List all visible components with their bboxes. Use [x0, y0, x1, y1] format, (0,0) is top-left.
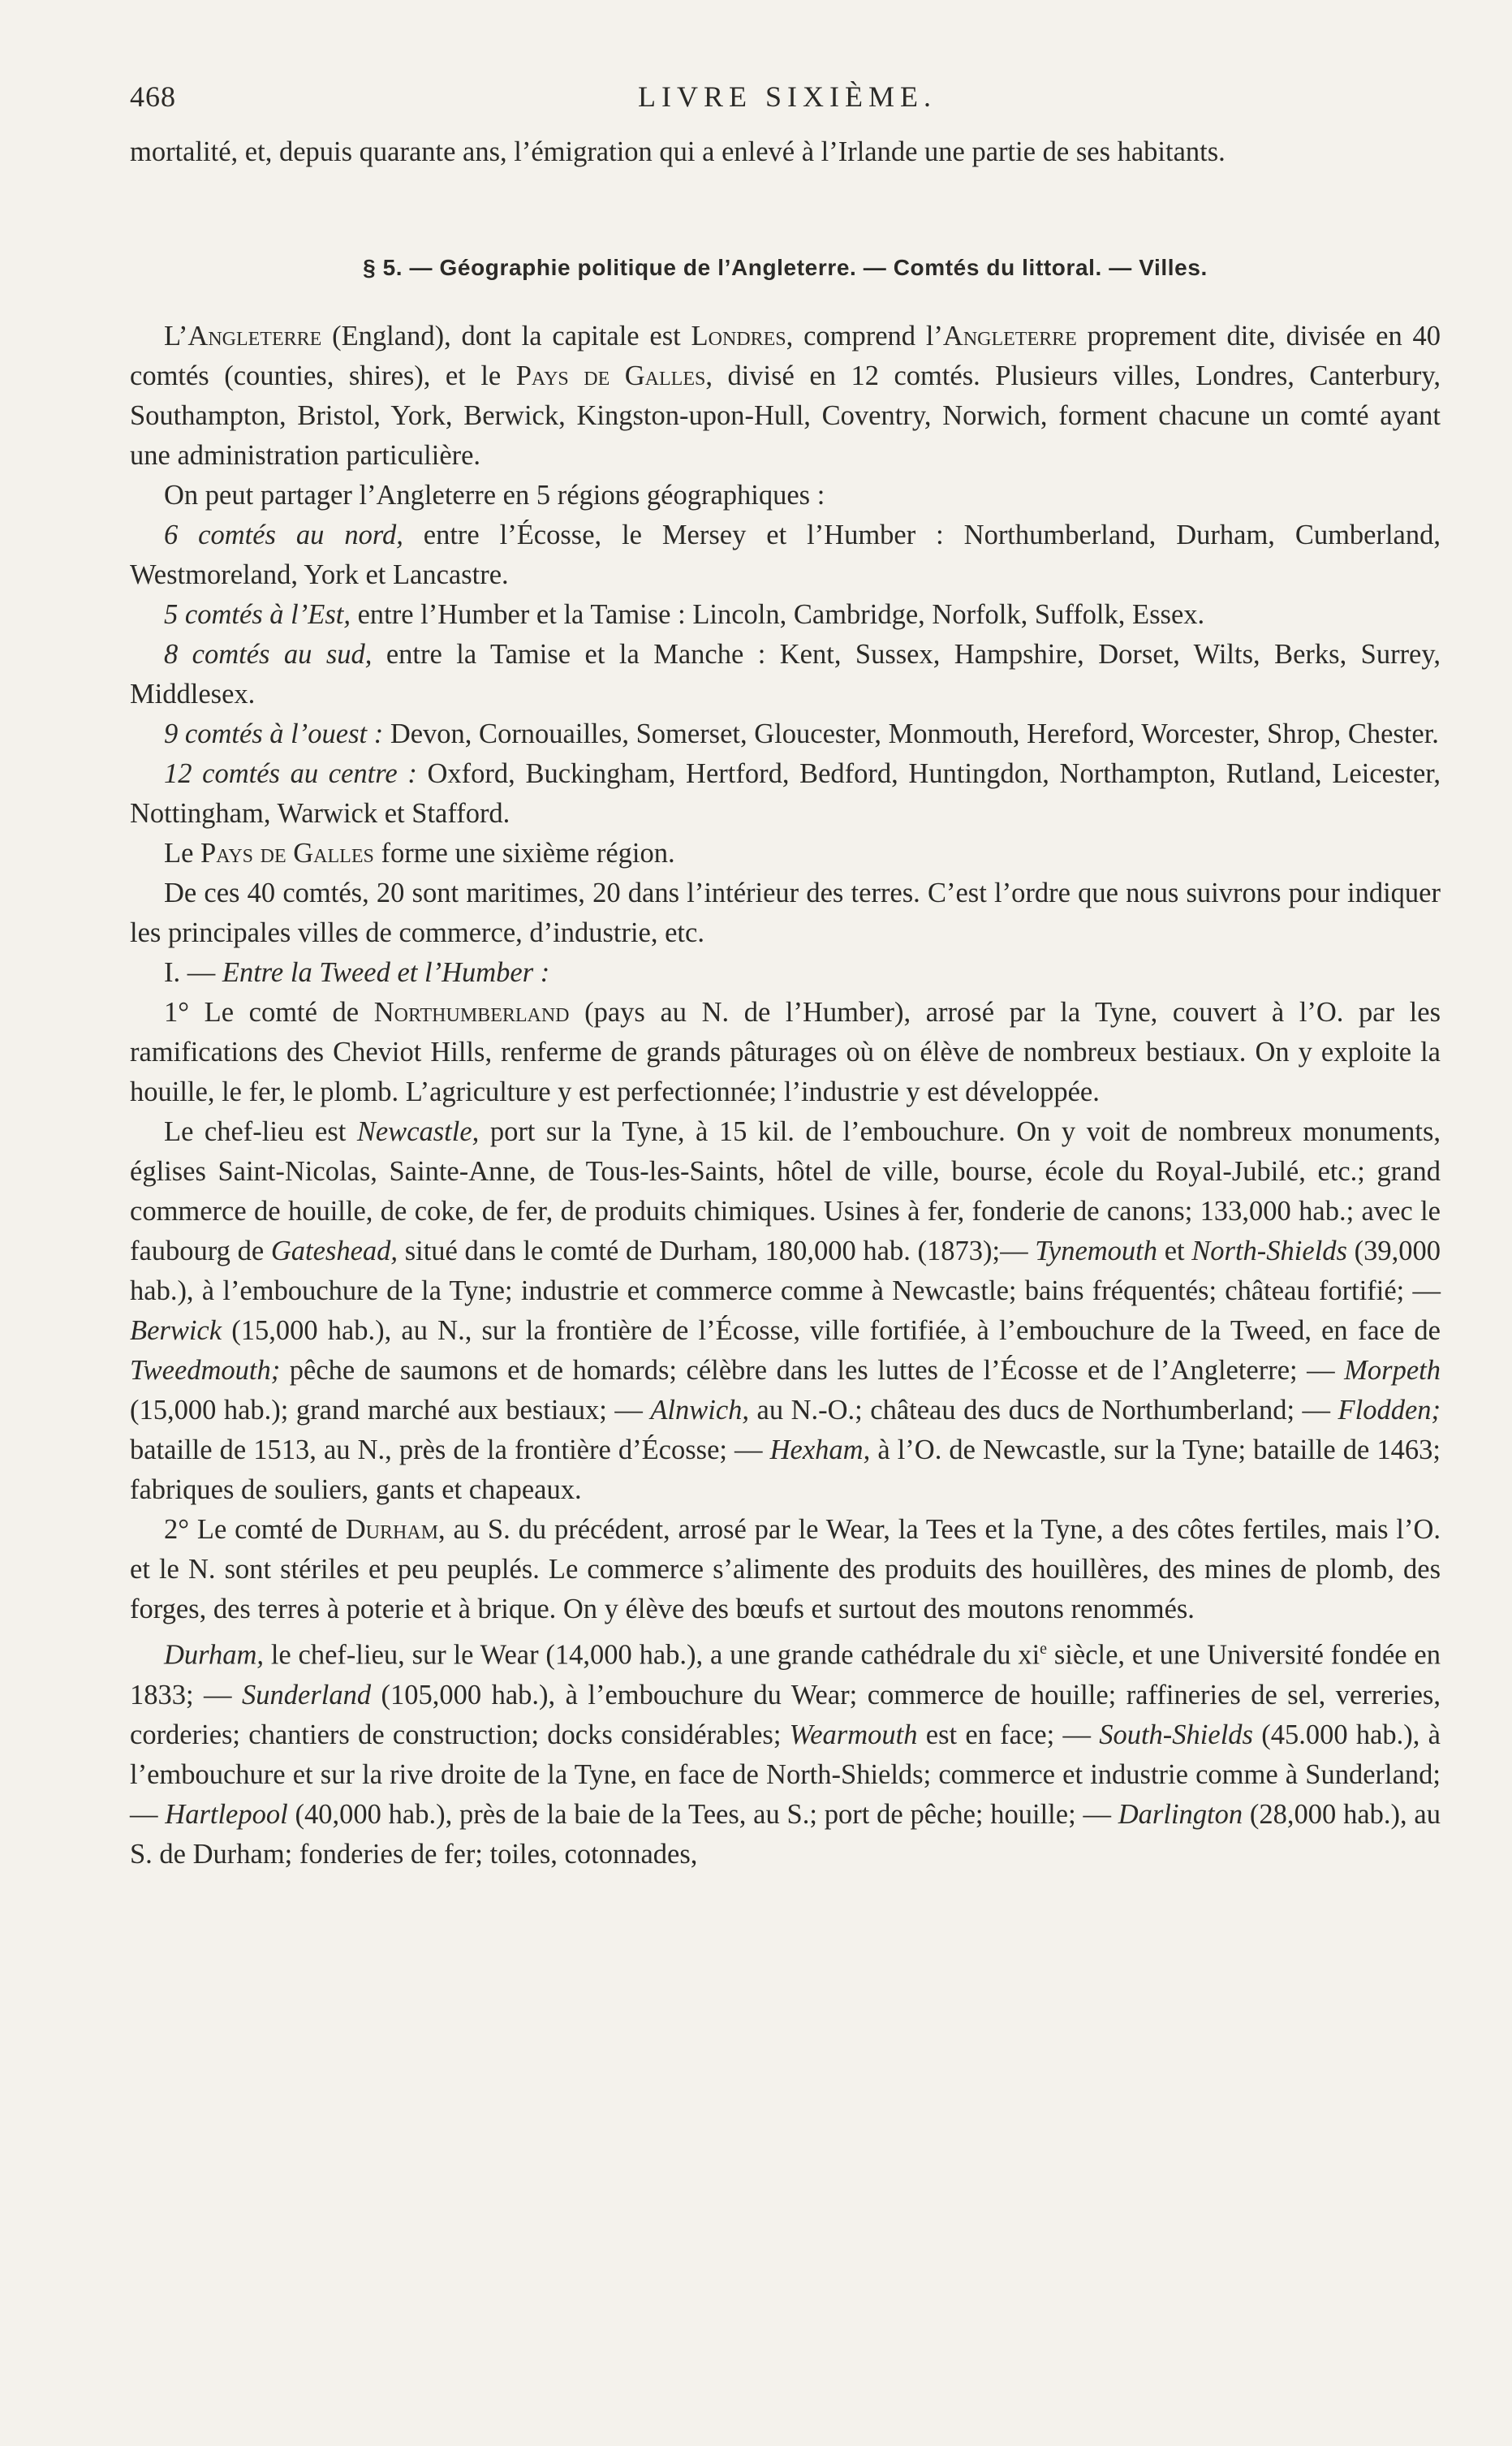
paragraph-region-ouest: 9 comtés à l’ouest : Devon, Cornouailles, Somerset, Gloucester, Monmouth, Hereford, Worcester, Shrop, Chester.	[164, 718, 1439, 749]
paragraph-region-nord: 6 comtés au nord, entre l’Écosse, le Mersey et l’Humber : Northumberland, Durham, Cumberland, Westmoreland, York et Lancastre.	[130, 520, 1441, 590]
paragraph-regions: On peut partager l’Angleterre en 5 régions géographiques :	[164, 480, 825, 511]
paragraph-northumberland: 1° Le comté de Northumberland (pays au N. de l’Humber), arrosé par la Tyne, couvert à l’O. par les ramifications des Cheviot Hills, renferme de grands pâturages où on élève de nombreux bestiaux. On y exploite la houille, le fer, le plomb. L’agriculture y est perfectionnée; l’industrie y est développée.	[130, 997, 1441, 1107]
page-header	[130, 80, 1445, 128]
paragraph-newcastle: Le chef-lieu est Newcastle, port sur la Tyne, à 15 kil. de l’embouchure. On y voit de nombreux monuments, églises Saint-Nicolas, Sainte-Anne, de Tous-les-Saints, hôtel de ville, bourse, école du Royal-Jubilé, etc.; grand commerce de houille, de coke, de fer, de produits chimiques. Usines à fer, fonderie de canons; 133,000 hab.; avec le faubourg de Gateshead, situé dans le comté de Durham, 180,000 hab. (1873);— Tynemouth et North-Shields (39,000 hab.), à l’embouchure de la Tyne; industrie et commerce comme à Newcastle; bains fréquentés; château fortifié; — Berwick (15,000 hab.), au N., sur la frontière de l’Écosse, ville fortifiée, à l’embouchure de la Tweed, en face de Tweedmouth; pêche de saumons et de homards; célèbre dans les luttes de l’Écosse et de l’Angleterre; — Morpeth (15,000 hab.); grand marché aux bestiaux; — Alnwich, au N.-O.; château des ducs de Northumberland; — Flodden; bataille de 1513, au N., près de la frontière d’Écosse; — Hexham, à l’O. de Newcastle, sur la Tyne; bataille de 1463; fabriques de souliers, gants et chapeaux.	[130, 1116, 1441, 1505]
paragraph-region-est: 5 comtés à l’Est, entre l’Humber et la Tamise : Lincoln, Cambridge, Norfolk, Suffolk, Essex.	[164, 599, 1205, 630]
paragraph-durham-county: 2° Le comté de Durham, au S. du précédent, arrosé par le Wear, la Tees et la Tyne, a des côtes fertiles, mais l’O. et le N. sont stériles et peu peuplés. Le commerce s’alimente des produits des houillères, des mines de plomb, des forges, des terres à poterie et à brique. On y élève des bœufs et surtout des moutons renommés.	[130, 1514, 1441, 1624]
paragraph-pays-de-galles: Le Pays de Galles forme une sixième région.	[164, 838, 675, 869]
paragraph-durham-city: Durham, le chef-lieu, sur le Wear (14,000 hab.), a une grande cathédrale du $xi^e$ siècle, et une Université fondée en 1833; — Sunderland (105,000 hab.), à l’embouchure du Wear; commerce de houille; raffineries de sel, verreries, corderies; chantiers de construction; docks considérables; Wearmouth est en face; — South-Shields (45.000 hab.), à l’embouchure et sur la rive droite de la Tyne, en face de North-Shields; commerce et industrie comme à Sunderland;— Hartlepool (40,000 hab.), près de la baie de la Tees, au S.; port de pêche; houille; — Darlington (28,000 hab.), au S. de Durham; fonderies de fer; toiles, cotonnades,	[130, 1639, 1441, 1870]
paragraph-comtes-maritimes: De ces 40 comtés, 20 sont maritimes, 20 dans l’intérieur des terres. C’est l’ordre que nous suivrons pour indiquer les principales villes de commerce, d’industrie, etc.	[130, 878, 1441, 948]
paragraph-angleterre: L’Angleterre (England), dont la capitale est Londres, comprend l’Angleterre proprement dite, divisée en 40 comtés (counties, shires), et le Pays de Galles, divisé en 12 comtés. Plusieurs villes, Londres, Canterbury, Southampton, Bristol, York, Berwick, Kingston-upon-Hull, Coventry, Norwich, forment chacune un comté ayant une administration particulière.	[130, 321, 1441, 471]
paragraph-region-sud: 8 comtés au sud, entre la Tamise et la Manche : Kent, Sussex, Hampshire, Dorset, Wilts, Berks, Surrey, Middlesex.	[130, 639, 1441, 710]
page-number: 468	[130, 80, 176, 113]
body-text	[130, 132, 1441, 1874]
section-heading: § 5. — Géographie politique de l’Angleterre. — Comtés du littoral. — Villes.	[363, 255, 1208, 280]
running-title: LIVRE SIXIÈME.	[638, 80, 937, 113]
paragraph-region-centre: 12 comtés au centre : Oxford, Buckingham, Hertford, Bedford, Huntingdon, Northampton, Rutland, Leicester, Nottingham, Warwick et Stafford.	[130, 758, 1441, 829]
paragraph-intro: mortalité, et, depuis quarante ans, l’émigration qui a enlevé à l’Irlande une partie de ses habitants.	[130, 136, 1226, 167]
subheading-tweed-humber: I. — Entre la Tweed et l’Humber :	[164, 957, 550, 988]
